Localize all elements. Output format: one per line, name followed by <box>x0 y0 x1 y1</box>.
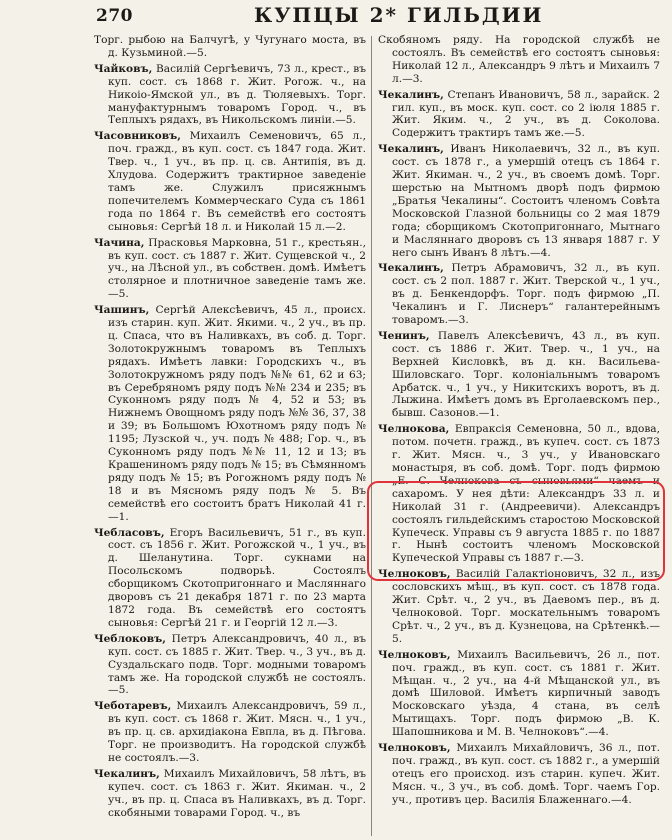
entry <box>378 89 660 141</box>
entry <box>378 742 660 807</box>
entry-text: Петръ Абрамовичъ, 32 л., въ куп. сост. съ 2 пол. 1887 г. Жит. Тверской ч., 1 уч., въ д. Бенкендорфъ. Торг. подъ фирмою „П. Чекалинъ и Г. Лиснеръ“ галантерейнымъ товаромъ.—3. <box>392 262 660 327</box>
entry-surname: Часовниковъ, <box>94 130 181 143</box>
entry-text: Василій Сергѣевичъ, 73 л., крест., въ куп. сост. съ 1868 г. Жит. Рогож. ч., на Никоіо-Ямской ул., въ д. Тюляевыхъ. Торг. мануфактурнымъ товаромъ Город. ч., въ Теплыхъ рядахъ, въ Никольскомъ линіи.—5. <box>108 62 366 127</box>
entry <box>378 34 660 86</box>
entry <box>94 237 366 302</box>
column-divider <box>371 36 372 836</box>
entry-text: Михаилъ Александровичъ, 59 л., въ куп. сост. съ 1868 г. Жит. Мясн. ч., 1 уч., въ пр. ц. св. архидіакона Евпла, въ д. Пѣгова. Торг. не производитъ. На городской службѣ не состоялъ.—3. <box>108 700 366 764</box>
entry-text: Михаилъ Михайловичъ, 58 лѣтъ, въ купеч. сост. съ 1863 г. Жит. Якиман. ч., 2 уч., въ пр. ц. Спаса въ Наливкахъ, въ д. Торг. скобяными товарами Город. ч., въ <box>108 767 366 819</box>
entry-text: Михаилъ Михайловичъ, 36 л., пот. поч. гражд., въ куп. сост. съ 1882 г., а умершій отецъ его происход. изъ старин. купеч. Жит. Мясн. ч., 3 уч., въ соб. домѣ. Торг. чаемъ Гор. уч., противъ цер. Василія Блаженнаго.—4. <box>392 742 660 806</box>
entry-text: Михаилъ Васильевичъ, 26 л., пот. поч. гражд., въ куп. сост. съ 1881 г. Жит. Мѣщан. ч., 2 уч., на 4-й Мѣщанской ул., въ домѣ Шиловой. Имѣетъ кирпичный заводъ Московскаго уѣзда, 4 стана, въ селѣ Мытищахъ. Торг. подъ фирмою „В. К. Шапошникова и М. В. Челноковъ“.—4. <box>392 648 660 739</box>
entry-surname: Чекалинъ, <box>94 767 160 780</box>
page-number: 270 <box>96 6 133 26</box>
entry-text: Иванъ Николаевичъ, 32 л., въ куп. сост. съ 1878 г., а умершій отецъ съ 1864 г. Жит. Якиман. ч., 2 уч., въ своемъ домѣ. Торг. шерстью на Мытномъ дворѣ подъ фирмою „Братья Чекалины“. Состоитъ членомъ Совѣта Московской Глазной больницы со 2 мая 1879 года; сборщикомъ Скотопригоннаго, Мытнаго и Масляннаго дворовъ съ 13 января 1887 г. У него сынъ Иванъ 8 лѣтъ.—4. <box>392 143 660 259</box>
entry-surname: Чекалинъ, <box>378 262 444 275</box>
entry-text: Павелъ Алексѣевичъ, 43 л., въ куп. сост. съ 1886 г. Жит. Твер. ч., 1 уч., на Верхней Кисловкѣ, въ д. кн. Васильева-Шиловскаго. Торг. колоніальнымъ товаромъ Арбатск. ч., 1 уч., у Никитскихъ воротъ, въ д. Лыжина. Имѣетъ домъ въ Ерголаевскомъ пер., бывш. Сазонов.—1. <box>392 329 660 420</box>
entry <box>378 568 660 645</box>
left-column <box>94 34 366 838</box>
entry-text: Степанъ Ивановичъ, 58 л., зарайск. 2 гил. куп., въ моск. куп. сост. со 2 іюля 1885 г. Жит. Яким. ч., 2 уч., въ д. Соколова. Содержитъ трактиръ тамъ же.—5. <box>392 88 660 140</box>
entry <box>94 700 366 765</box>
entry <box>94 527 366 630</box>
entry-surname: Чачина, <box>94 236 145 249</box>
entry-text: Прасковья Марковна, 51 г., крестьян., въ куп. сост. съ 1887 г. Жит. Сущевской ч., 2 уч., на Лѣсной ул., въ собствен. домѣ. Имѣетъ столярное и плотничное заведеніе тамъ же.—5. <box>108 236 366 301</box>
entry-surname: Челноковъ, <box>378 568 451 581</box>
entry-text: Василій Галактіоновичъ, 32 л., изъ сословскихъ мѣщ., въ куп. сост. съ 1878 года. Жит. Срѣт. ч., 2 уч., въ Даевомъ пер., въ д. Челноковой. Торг. москательнымъ товаромъ Срѣт. ч., 2 уч., въ д. Кузнецова, на Срѣтенкѣ.—5. <box>392 568 660 645</box>
entry-surname: Чекалинъ, <box>378 143 444 156</box>
entry-surname: Челноковъ, <box>378 742 451 755</box>
entry-text: Торг. рыбою на Балчугѣ, у Чугунаго моста, въ д. Кузьминой.—5. <box>94 34 366 59</box>
entry-text: Егоръ Васильевичъ, 51 г., въ куп. сост. съ 1856 г. Жит. Рогожской ч., 1 уч., въ д. Шеланутина. Торг. сукнами на Посольскомъ подворьѣ. Состоялъ сборщикомъ Скотопригоннаго и Масляннаго дворовъ съ 21 декабря 1871 г. по 23 марта 1872 года. Въ семействѣ его состоятъ сыновья: Сергѣй 21 г. и Георгій 12 л.—3. <box>108 526 366 629</box>
entry-surname: Чеботаревъ, <box>94 700 172 713</box>
entry <box>378 143 660 259</box>
entry-surname: Чекалинъ, <box>378 88 444 101</box>
page-heading: КУПЦЫ 2* ГИЛЬДИИ <box>254 3 544 27</box>
entry-text: Сергѣй Алексѣевичъ, 45 л., происх. изъ старин. куп. Жит. Якими. ч., 2 уч., въ пр. ц. Спаса, что въ Наливкахъ, въ соб. д. Торг. Золотокружнымъ товаромъ въ Теплыхъ рядахъ. Имѣетъ лавки: Городскихъ ч., въ Золотокружномъ ряду подъ №№ 61, 62 и 63; въ Серебряномъ ряду подъ №№ 234 и 235; въ Суконномъ ряду подъ № 4, 52 и 53; въ Нижнемъ Овощномъ ряду подъ №№ 36, 37, 38 и 39; въ Большомъ Юхотномъ ряду подъ № 1195; Лузской ч., уч. подъ № 488; Гор. ч., въ Суконномъ ряду подъ №№ 11, 12 и 13; въ Крашениномъ ряду подъ № 15; въ Сѣмянномъ ряду подъ № 15; въ Рогожномъ ряду подъ № 18 и въ Мясномъ ряду подъ № 5. Въ семействѣ его состоитъ братъ Николай 41 г.—1. <box>108 304 366 523</box>
entry-text: Михаилъ Семеновичъ, 65 л., поч. гражд., въ куп. сост. съ 1847 года. Жит. Твер. ч., 1 уч., въ пр. ц. св. Антипія, въ д. Хлудова. Содержитъ трактирное заведеніе тамъ же. Служилъ присяжнымъ попечителемъ Коммерческаго Суда съ 1861 года по 1864 г. Въ семействѣ его состоятъ сыновья: Сергѣй 18 л. и Николай 15 л.—2. <box>108 130 366 233</box>
entry-surname: Чашинъ, <box>94 304 150 317</box>
entry <box>378 262 660 327</box>
entry <box>94 768 366 820</box>
entry-surname: Ченинъ, <box>378 329 430 342</box>
entry-highlighted <box>378 423 660 565</box>
entry-surname: Чайковъ, <box>94 62 153 75</box>
entry <box>378 649 660 739</box>
entry-surname: Челноковъ, <box>378 648 451 661</box>
entry <box>378 330 660 420</box>
entry-text: Скобяномъ ряду. На городской службѣ не состоялъ. Въ семействѣ его состоятъ сыновья: Николай 12 л., Александръ 9 лѣтъ и Михаилъ 7 л.—3. <box>378 34 660 85</box>
entry-surname: Чеблоковъ, <box>94 632 166 645</box>
entry <box>94 34 366 60</box>
right-column <box>378 34 660 838</box>
entry <box>94 633 366 698</box>
entry-surname: Челнокова, <box>378 423 450 436</box>
entry-text: Петръ Александровичъ, 40 л., въ куп. сост. съ 1885 г. Жит. Твер. ч., 3 уч., въ д. Суздальскаго подв. Торг. модными товаромъ тамъ же. На городской службѣ не состоялъ.—5. <box>108 632 366 697</box>
entry <box>94 63 366 128</box>
entry <box>94 130 366 233</box>
entry <box>94 304 366 523</box>
entry-surname: Чебласовъ, <box>94 526 165 539</box>
page-header <box>0 0 672 34</box>
entry-text: Евпраксія Семеновна, 50 л., вдова, потом. почетн. гражд., въ купеч. сост. съ 1873 г. Жит. Мясн. ч., 3 уч., у Ивановскаго монастыря, въ соб. домѣ. Торг. подъ фирмою „Е. С. Челнокова съ сыновьями“ чаемъ и сахаромъ. У нея дѣти: Александръ 33 л. и Николай 31 г. (Андреевичи). Александръ состоялъ гильдейскимъ старостою Московской Купеческ. Управы съ 9 августа 1885 г. по 1887 г. Нынѣ состоитъ членомъ Московской Купеческой Управы съ 1887 г.—3. <box>392 423 660 565</box>
